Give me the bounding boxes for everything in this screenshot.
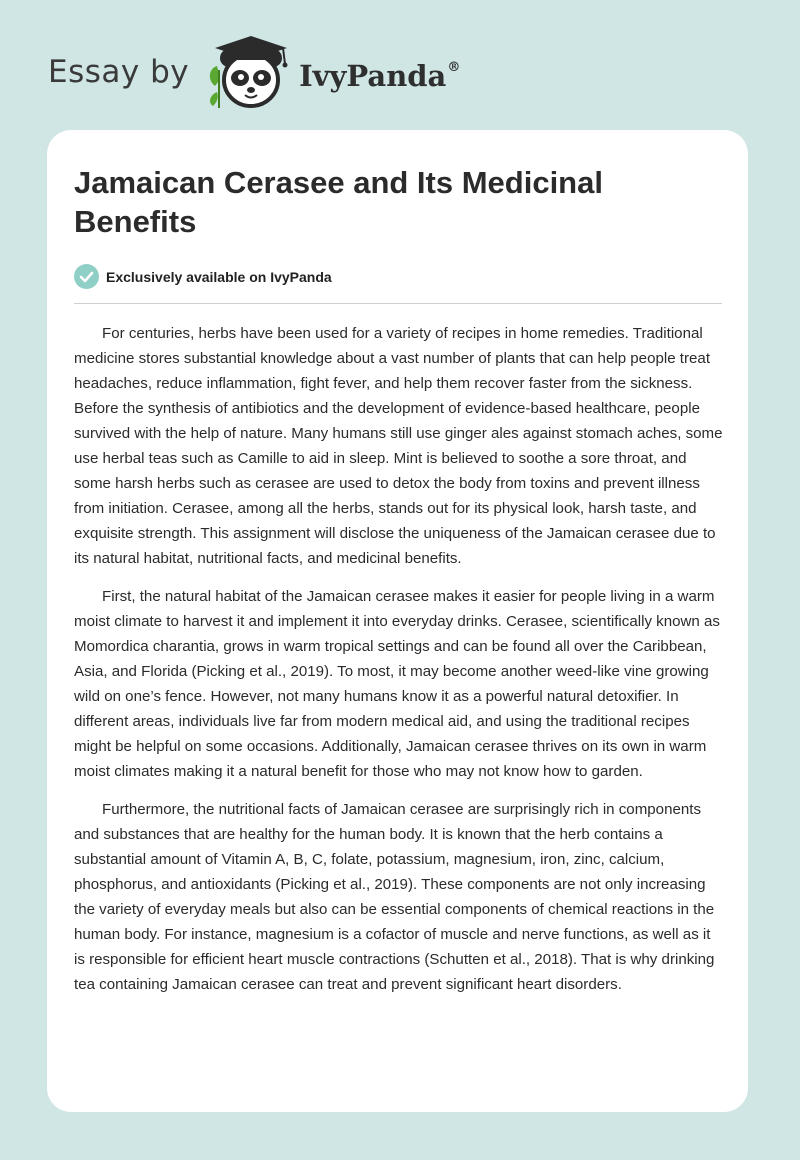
essay-card [47,130,748,1112]
site-header [48,32,460,112]
divider [74,303,722,304]
essay-body [74,321,724,1010]
paragraph: For centuries, herbs have been used for a variety of recipes in home remedies. Traditional medicine stores substantial knowledge about a vast number of plants that can help people treat headaches, reduce inflammation, fight fever, and help them recover faster from the sickness. Before the synthesis of antibiotics and the development of evidence-based healthcare, people survived with the help of nature. Many humans still use ginger ales against stomach aches, some use herbal teas such as Camille to aid in sleep. Mint is believed to soothe a sore throat, and some harsh herbs such as cerasee are used to detox the body from toxins and prevent illness from initiation. Cerasee, among all the herbs, stands out for its physical look, harsh taste, and exquisite strength. This assignment will disclose the uniqueness of the Jamaican cerasee due to its natural habitat, nutritional facts, and medicinal benefits. [74,325,723,567]
exclusive-label: Exclusively available on IvyPanda [106,268,332,285]
essay-by-label: Essay by [48,54,190,90]
paragraph: Furthermore, the nutritional facts of Jamaican cerasee are surprisingly rich in components and substances that are healthy for the human body. It is known that the herb contains a substantial amount of Vitamin A, B, C, folate, potassium, magnesium, iron, zinc, calcium, phosphorus, and antioxidants (Picking et al., 2019). These components are not only increasing the variety of everyday meals but also can be essential components of chemical reactions in the human body. For instance, magnesium is a cofactor of muscle and nerve functions, as well as it is responsible for efficient heart muscle contractions (Schutten et al., 2018). That is why drinking tea containing Jamaican cerasee can treat and prevent significant heart disorders. [74,801,715,993]
paragraph: First, the natural habitat of the Jamaican cerasee makes it easier for people living in a warm moist climate to harvest it and implement it into everyday drinks. Cerasee, scientifically known as Momordica charantia, grows in warm tropical settings and can be found all over the Caribbean, Asia, and Florida (Picking et al., 2019). To most, it may become another weed-like vine growing wild on one’s fence. However, not many humans know it as a powerful natural detoxifier. In different areas, individuals live far from modern medical aid, and using the traditional recipes might be helpful on some occasions. Additionally, Jamaican cerasee thrives on its own in warm moist climates making it a natural benefit for those who may not know how to garden. [74,588,720,780]
registered-mark: ® [447,60,461,76]
panda-mascot-icon [203,32,293,112]
check-circle-icon [74,264,99,289]
brand-name: IvyPanda® [299,59,461,93]
exclusive-badge [74,264,332,289]
page-title: Jamaican Cerasee and Its Medicinal Benefits [74,165,603,239]
